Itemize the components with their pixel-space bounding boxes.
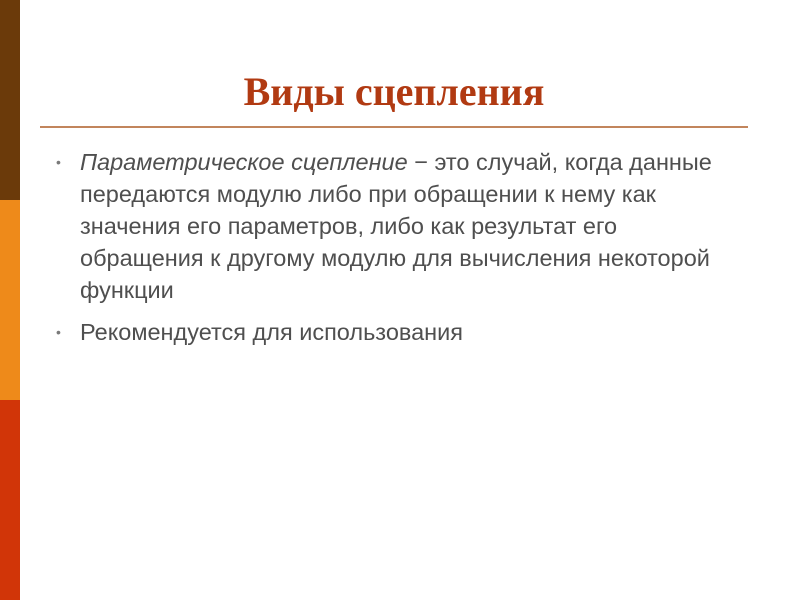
bullet-icon: • [56,324,61,340]
bullet-list [56,146,746,358]
side-bar-top [0,0,20,200]
side-bar-bottom [0,400,20,600]
bullet-text: − это случай, когда данные передаются модулю либо при обращении к нему как значения его параметров, либо как результат его обращения к другому модулю для вычисления некоторой функции [80,149,712,303]
bullet-term: Параметрическое сцепление [80,149,408,175]
side-bar-middle [0,200,20,400]
slide-title: Виды сцепления [243,69,545,114]
bullet-item-parametric [56,146,746,306]
title-divider [40,126,748,128]
bullet-icon: • [56,154,61,170]
bullet-item-recommended [56,316,746,348]
bullet-text: Рекомендуется для использования [80,319,464,345]
